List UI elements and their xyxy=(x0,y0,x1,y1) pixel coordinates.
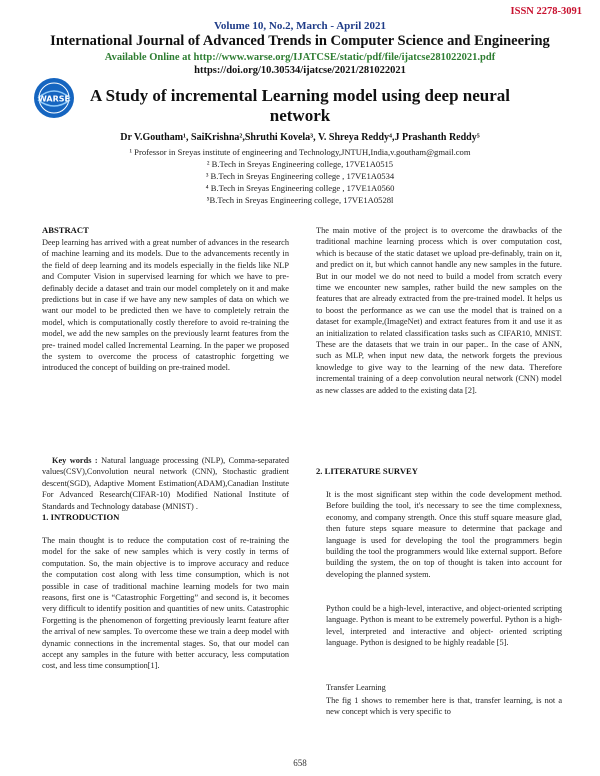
doi-link[interactable]: https://doi.org/10.30534/ijatcse/2021/281022021 xyxy=(194,65,406,76)
paper-title: A Study of incremental Learning model using deep neural network xyxy=(90,86,510,125)
abstract-text: Deep learning has arrived with a great number of advances in the research of machine learning and its models. Due to the advancements recently in the field of deep learning and its models especially in the fields like NLP and Computer Vision in supervised learning for which we have to pre-definably decide a dataset and train our model completely on it and make predictions but in case if we have any new samples of data on which we want our model to be predicted then we have to completely retrain the model, which is computationally costly therefore to avoid re-training the model, we add the new samples on the previously learnt features from the pre- trained model called Incremental Learning. In the paper we proposed the system to overcome the process of catastrophic forgetting we introduced the concept of building on pre-trained model. xyxy=(42,238,289,373)
affiliation-1: ¹ Professor in Sreyas institute of engineering and Technology,JNTUH,India,v.goutham@gmail.com xyxy=(129,147,471,157)
volume-info: Volume 10, No.2, March - April 2021 xyxy=(213,20,387,32)
transfer-learning-heading: Transfer Learning xyxy=(326,683,386,692)
affiliations xyxy=(60,146,540,206)
affiliation-3: ³ B.Tech in Sreyas Engineering college , 17VE1A0534 xyxy=(205,171,395,181)
keywords-paragraph xyxy=(42,455,289,512)
affiliation-2: ² B.Tech in Sreyas Engineering college, 17VE1A0515 xyxy=(206,159,394,169)
available-online-link[interactable]: Available Online at http://www.warse.org/IJATCSE/static/pdf/file/ijatcse281022021.pdf xyxy=(104,52,496,63)
keywords-label: Key words : xyxy=(52,456,98,465)
author-list: Dr V.Goutham¹, SaiKrishna²,Shruthi Kovela³, V. Shreya Reddy⁴,J Prashanth Reddy⁵ xyxy=(120,132,480,143)
svg-text:WARSE: WARSE xyxy=(37,94,71,104)
issn-label: ISSN 2278-3091 xyxy=(510,6,582,17)
journal-name: International Journal of Advanced Trends in Computer Science and Engineering xyxy=(50,33,550,49)
literature-survey-text: It is the most significant step within the code development method. Before building the tool, it's necessary to see the time complexness, economy, and company strength. Once this stuff square measure glad, then future steps square measure to determine that package and language is used for developing the tool the programmers begin building the tool the programmers would like external support. Before building the system, the on top of thought is taken into account for developing the planned system. xyxy=(326,490,562,579)
motive-text: The main motive of the project is to overcome the drawbacks of the traditional machine learning process which is over computation cost, which is because of the static dataset we upload pre-definably, train on it, and predict on it, but which cannot handle any new samples in the future. But in our model we do not need to build a model from scratch every time we encounter new samples, rather build the new samples on the features that are already extracted from the pre-trained model. It helps us to boost the performance as we can use the model that is trained on a dataset for example,(ImageNet) and extract features from it and use it as an initialization to related classification tasks such as CIFAR10, MNIST. These are the datasets that we train in our paper.. In the case of ANN, such as MLP, when input new data, the network forgets the previous knowledge to give way to the learning of the new data. Therefore incremental training of a deep convolution neural network (CNN) model as new classes are added to the existing data [2]. xyxy=(316,226,562,395)
affiliation-4: ⁴ B.Tech in Sreyas Engineering college , 17VE1A0560 xyxy=(205,183,395,193)
affiliation-5: ⁵B.Tech in Sreyas Engineering college, 17VE1A0528l xyxy=(206,195,394,205)
abstract-heading: ABSTRACT xyxy=(42,225,89,235)
literature-survey-heading: 2. LITERATURE SURVEY xyxy=(316,466,418,476)
transfer-learning-text: The fig 1 shows to remember here is that, transfer learning, is not a new concept which is very specific to xyxy=(326,696,562,717)
page-number: 658 xyxy=(293,758,307,768)
introduction-text: The main thought is to reduce the computation cost of re-training the model for the sake of new samples which is very costly in terms of computation. So, the main objective is to improve accuracy and reduce the computation cost along with less time consumption, which is not possible in case of traditional machine learning models for two main reasons, first one is “Catastrophic Forgetting” and second is, it becomes very difficult to identify position and quantities of new units. Catastrophic Forgetting is the phenomenon of forgetting previously learnt feature after the arrival of new samples. To overcome these we train a deep model with dynamic connections in the incremental stages. So, that our model can accept any samples in the future with better accuracy, less computation cost, and less time consumption[1]. xyxy=(42,536,289,671)
python-text: Python could be a high-level, interactive, and object-oriented scripting language. Python is meant to be extremely powerful. Python is a high-level, interpreted and interactive and object- oriented scripting language. Python is designed to be highly readable [5]. xyxy=(326,604,562,648)
introduction-heading: 1. INTRODUCTION xyxy=(42,512,120,522)
keywords-text: Natural language processing (NLP), Comma-separated values(CSV),Convolution neural network (CNN), Stochastic gradient descent(SGD), Adaptive Moment Estimation(ADAM),Canadian Institute For Advanced Research(CIFAR-10) Modified National Institute of Standards and Technology database (MNIST) . xyxy=(42,456,289,511)
warse-logo xyxy=(30,76,78,120)
